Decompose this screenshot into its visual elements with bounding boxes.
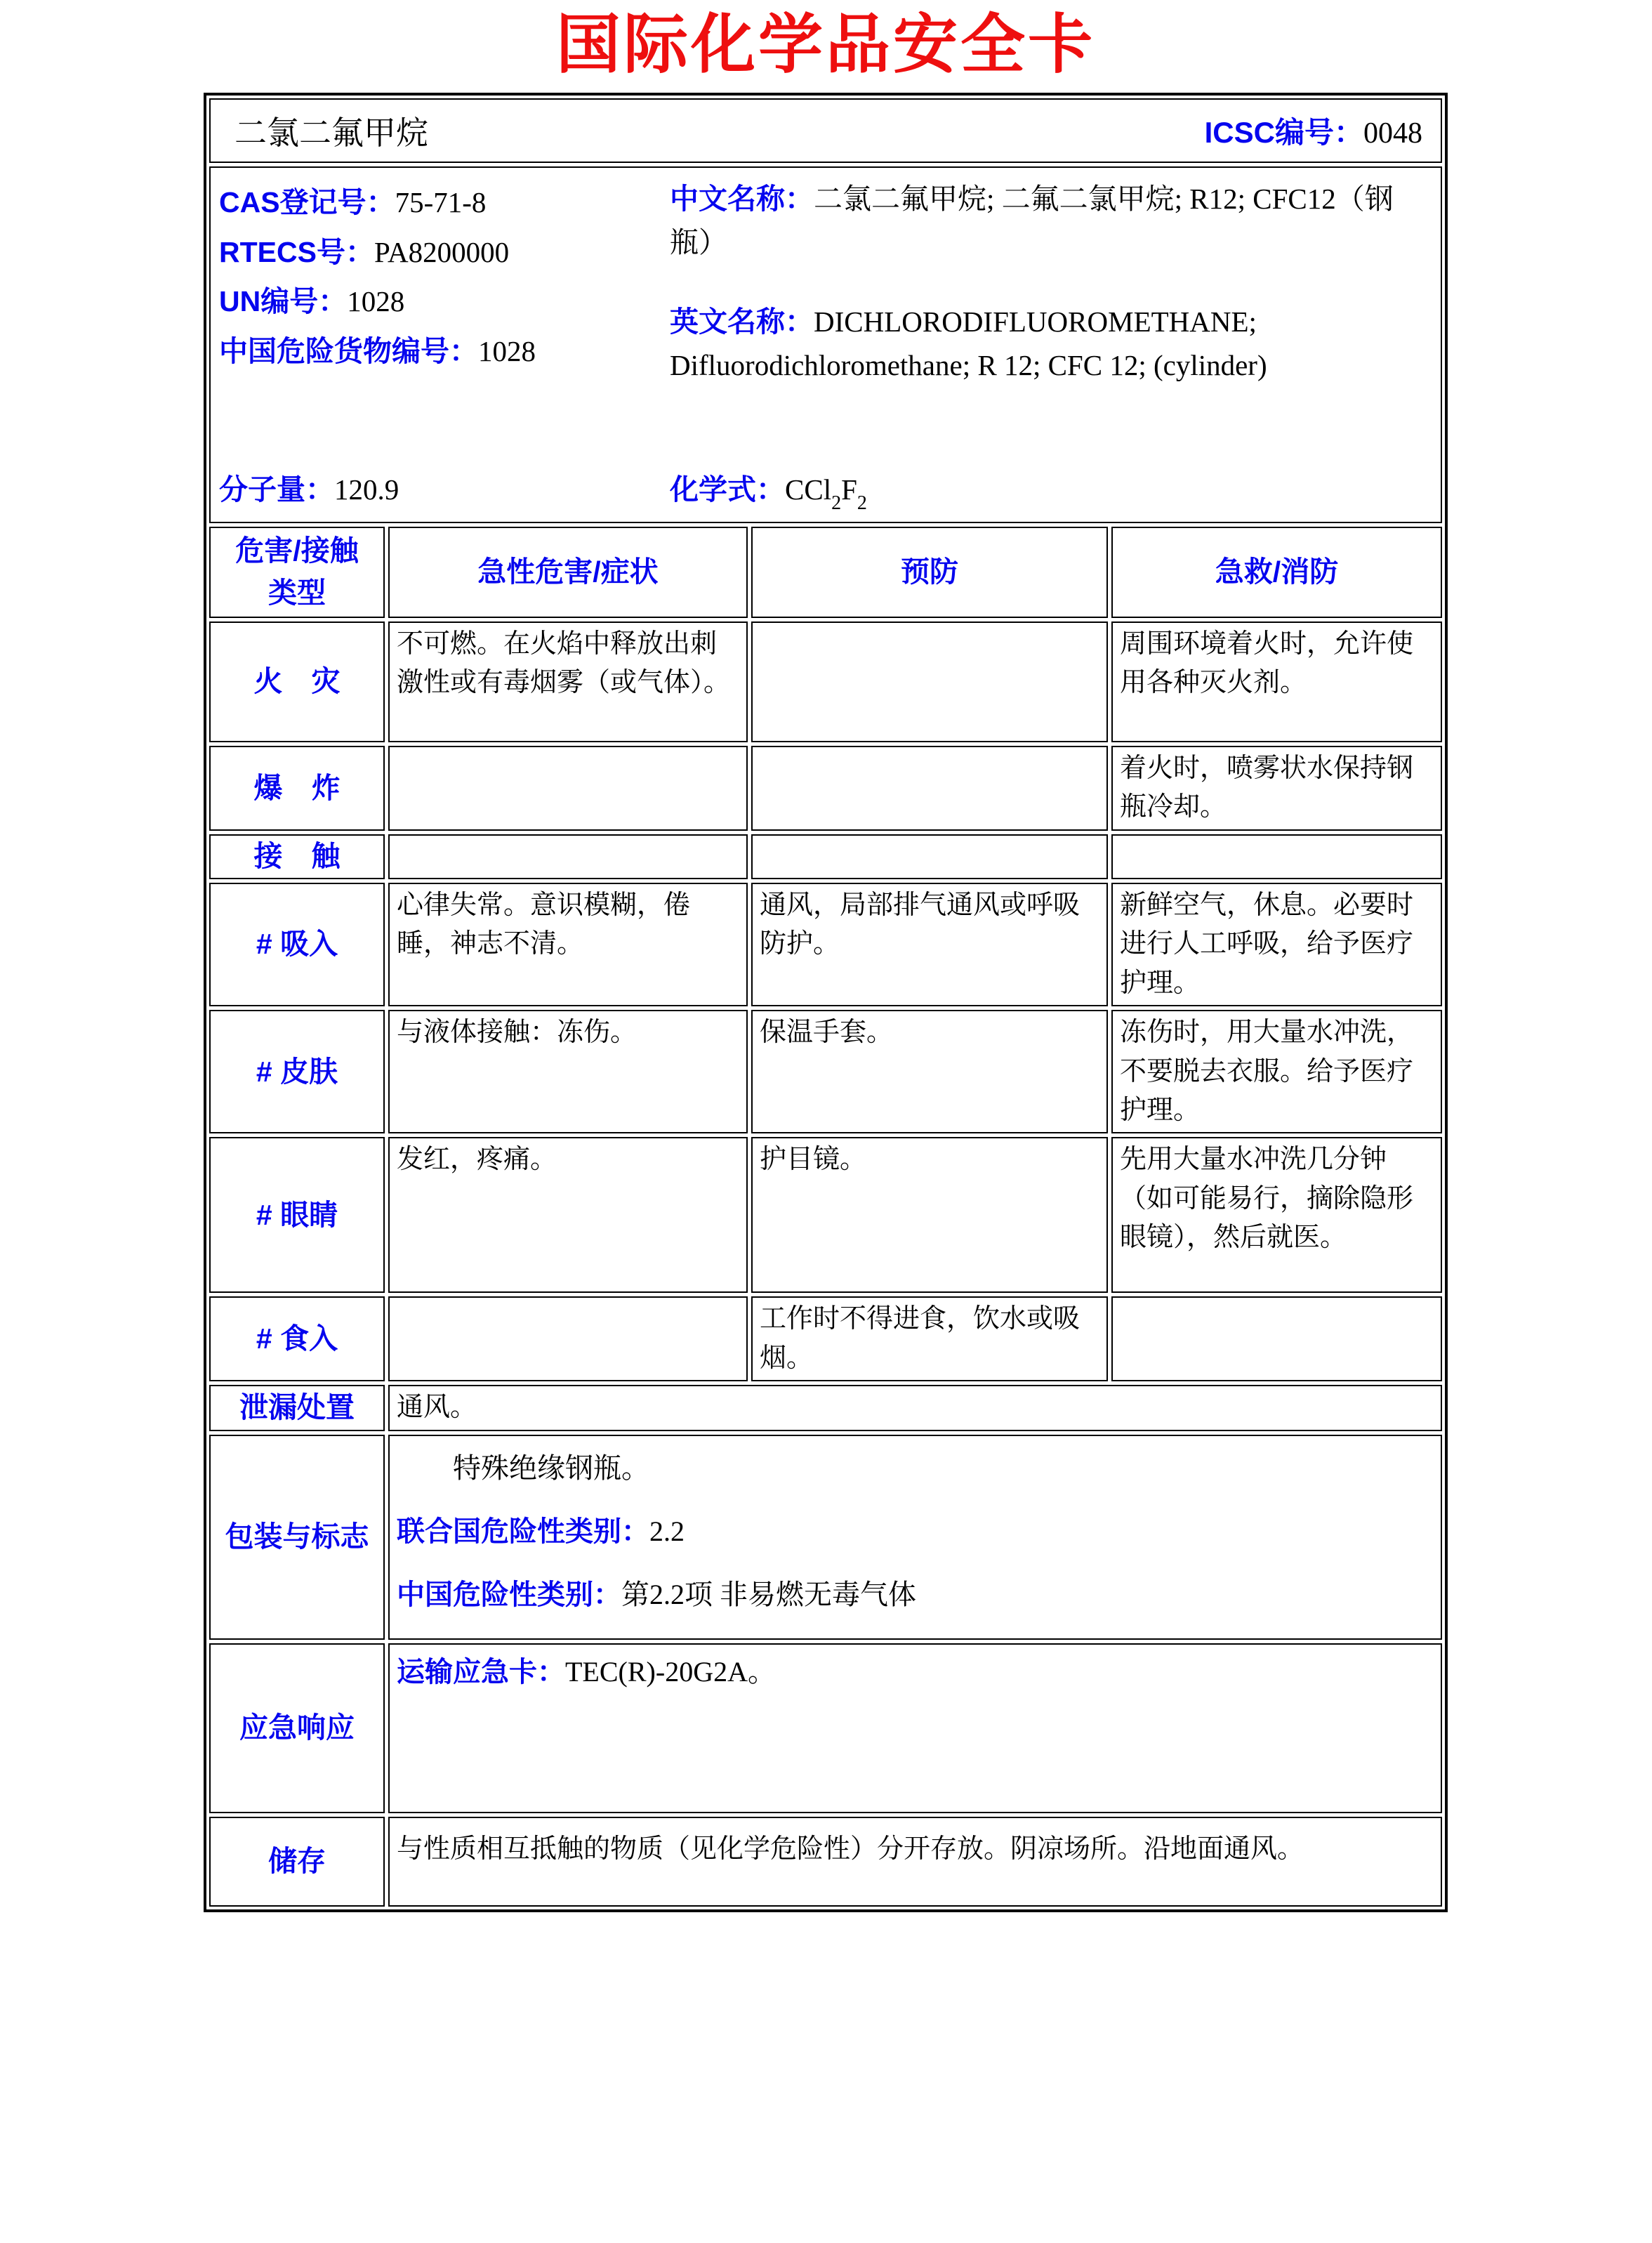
cas-number-line — [219, 178, 670, 228]
explosion-prevention — [751, 746, 1108, 831]
spill-disposal-row — [209, 1385, 1442, 1430]
name-row — [209, 98, 1442, 163]
contact-prevention — [751, 834, 1108, 879]
english-name-line — [670, 301, 1434, 387]
fire-prevention — [751, 621, 1108, 742]
inhalation-type-label: # 吸入 — [209, 883, 385, 1006]
skin-prevention: 保温手套。 — [751, 1010, 1108, 1133]
icsc-label: ICSC编号： — [1204, 116, 1363, 149]
un-number-line — [219, 277, 670, 327]
en-name-value: DICHLORODIFLUOROMETHANE; Difluorodichloromethane; R 12; CFC 12; (cylinder) — [670, 305, 1267, 381]
cn-dg-value: 1028 — [478, 334, 536, 367]
un-label: UN编号： — [219, 285, 348, 318]
formula-part1: CCl — [785, 473, 832, 506]
un-hazard-class-value: 2.2 — [649, 1515, 685, 1547]
cn-dg-label: 中国危险货物编号： — [219, 334, 478, 367]
un-hazard-class-line — [397, 1509, 1434, 1554]
identifiers-left-column — [219, 178, 670, 515]
page-title: 国际化学品安全卡 — [555, 9, 1095, 81]
cn-hazard-class-line — [397, 1572, 1434, 1617]
eyes-prevention: 护目镜。 — [751, 1137, 1108, 1293]
header-hazard-type-line2: 类型 — [268, 576, 326, 609]
spill-disposal-content: 通风。 — [388, 1385, 1442, 1430]
emergency-response-row — [209, 1643, 1442, 1813]
header-acute-symptoms: 急性危害/症状 — [388, 527, 748, 618]
ingestion-prevention: 工作时不得进食，饮水或吸烟。 — [751, 1296, 1108, 1381]
cas-label: CAS登记号： — [219, 186, 395, 218]
ingestion-symptoms — [388, 1296, 748, 1381]
rtecs-number-line — [219, 228, 670, 277]
icsc-value: 0048 — [1363, 117, 1422, 150]
cn-hazard-class-value: 第2.2项 非易燃无毒气体 — [621, 1578, 916, 1610]
rtecs-label: RTECS号： — [219, 235, 374, 268]
header-first-aid: 急救/消防 — [1111, 527, 1442, 618]
un-value: 1028 — [347, 285, 405, 318]
en-name-label: 英文名称： — [670, 305, 814, 338]
transport-card-value: TEC(R)-20G2A。 — [565, 1655, 776, 1688]
mw-label: 分子量： — [219, 473, 334, 506]
skin-type-label: # 皮肤 — [209, 1010, 385, 1133]
identifiers-right-column — [670, 178, 1434, 515]
zh-name-label: 中文名称： — [670, 183, 814, 215]
skin-symptoms: 与液体接触：冻伤。 — [388, 1010, 748, 1133]
inhalation-symptoms: 心律失常。意识模糊，倦睡，神志不清。 — [388, 883, 748, 1006]
ingestion-first-aid — [1111, 1296, 1442, 1381]
chemical-formula-line — [670, 465, 1434, 515]
hazard-table-header — [209, 527, 1442, 618]
rtecs-value: PA8200000 — [374, 235, 510, 268]
packaging-cylinder-note: 特殊绝缘钢瓶。 — [453, 1452, 649, 1484]
storage-row — [209, 1817, 1442, 1907]
header-hazard-type-line1: 危害/接触 — [235, 534, 359, 567]
ingestion-type-label: # 食入 — [209, 1296, 385, 1381]
emergency-response-content — [388, 1643, 1442, 1813]
hazard-row-inhalation — [209, 883, 1442, 1006]
contact-type-label: 接 触 — [209, 834, 385, 879]
formula-value — [785, 473, 867, 515]
storage-label: 储存 — [209, 1817, 385, 1907]
formula-label: 化学式： — [670, 473, 785, 506]
contact-symptoms — [388, 834, 748, 879]
cas-value: 75-71-8 — [395, 186, 487, 218]
inhalation-first-aid: 新鲜空气，休息。必要时进行人工呼吸，给予医疗护理。 — [1111, 883, 1442, 1006]
explosion-first-aid: 着火时，喷雾状水保持钢瓶冷却。 — [1111, 746, 1442, 831]
page — [0, 9, 1652, 1912]
fire-symptoms: 不可燃。在火焰中释放出刺激性或有毒烟雾（或气体）。 — [388, 621, 748, 742]
inhalation-prevention: 通风，局部排气通风或呼吸防护。 — [751, 883, 1108, 1006]
zh-name-value: 二氯二氟甲烷; 二氟二氯甲烷; R12; CFC12（钢瓶） — [670, 183, 1394, 258]
eyes-first-aid: 先用大量水冲洗几分钟（如可能易行，摘除隐形眼镜），然后就医。 — [1111, 1137, 1442, 1293]
chemical-name: 二氯二氟甲烷 — [234, 115, 428, 151]
explosion-symptoms — [388, 746, 748, 831]
emergency-response-label: 应急响应 — [209, 1643, 385, 1813]
cn-hazard-class-label: 中国危险性类别： — [397, 1579, 621, 1610]
formula-sub1: 2 — [831, 492, 842, 515]
hazard-row-fire — [209, 621, 1442, 742]
hazard-row-explosion — [209, 746, 1442, 831]
skin-first-aid: 冻伤时，用大量水冲洗，不要脱去衣服。给予医疗护理。 — [1111, 1010, 1442, 1133]
spill-disposal-label: 泄漏处置 — [209, 1385, 385, 1430]
chinese-name-line — [670, 178, 1434, 264]
packaging-row — [209, 1435, 1442, 1640]
formula-part2: F — [841, 473, 857, 506]
transport-card-label: 运输应急卡： — [397, 1656, 565, 1688]
formula-sub2: 2 — [857, 492, 867, 515]
hazard-row-ingestion — [209, 1296, 1442, 1381]
explosion-type-label: 爆 炸 — [209, 746, 385, 831]
icsc-number-block — [1205, 110, 1422, 152]
mw-value: 120.9 — [334, 473, 399, 506]
eyes-symptoms: 发红，疼痛。 — [388, 1137, 748, 1293]
eyes-type-label: # 眼睛 — [209, 1137, 385, 1293]
header-hazard-type — [209, 527, 385, 618]
un-hazard-class-label: 联合国危险性类别： — [397, 1515, 649, 1547]
hazard-row-eyes — [209, 1137, 1442, 1293]
identifiers-section — [209, 166, 1442, 523]
packaging-content — [388, 1435, 1442, 1640]
storage-content: 与性质相互抵触的物质（见化学危险性）分开存放。阴凉场所。沿地面通风。 — [388, 1817, 1442, 1907]
hazard-row-skin — [209, 1010, 1442, 1133]
fire-first-aid: 周围环境着火时，允许使用各种灭火剂。 — [1111, 621, 1442, 742]
hazard-row-contact — [209, 834, 1442, 879]
fire-type-label: 火 灾 — [209, 621, 385, 742]
molecular-weight-line — [219, 465, 670, 515]
contact-first-aid — [1111, 834, 1442, 879]
safety-card — [204, 93, 1448, 1912]
packaging-label: 包装与标志 — [209, 1435, 385, 1640]
cn-dangerous-goods-line — [219, 327, 670, 376]
header-prevention: 预防 — [751, 527, 1108, 618]
